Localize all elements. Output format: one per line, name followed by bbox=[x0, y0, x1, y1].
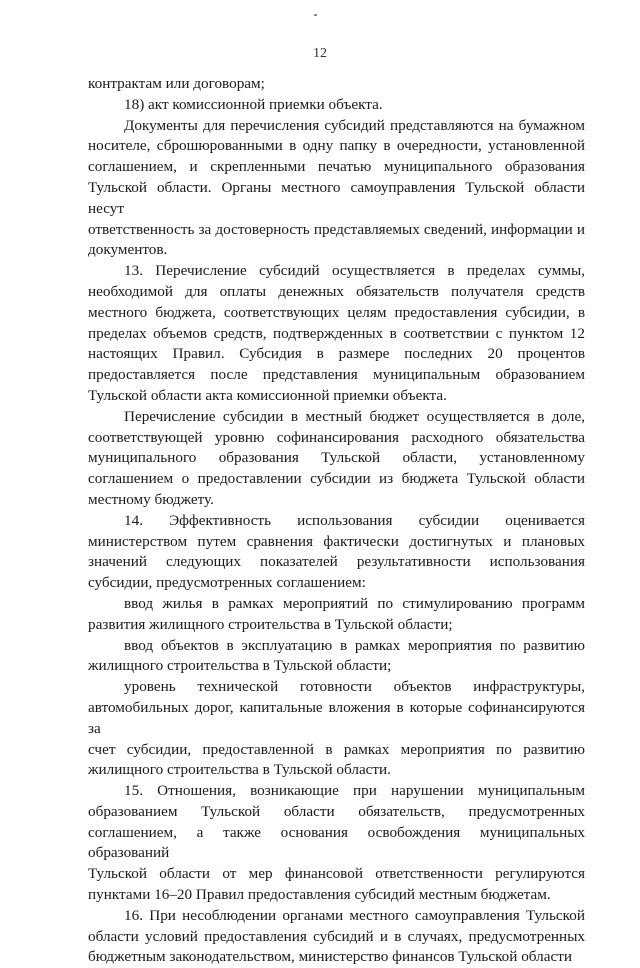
text-line: контрактам или договорам; bbox=[88, 75, 265, 92]
text-line: развития жилищного строительства в Тульской области; bbox=[88, 615, 453, 633]
text-line: Перечисление субсидии в местный бюджет осуществляется в доле, bbox=[124, 407, 585, 425]
text-line: жилищного строительства в Тульской области. bbox=[88, 761, 391, 779]
text-line: настоящих Правил. Субсидия в размере последних 20 процентов bbox=[88, 345, 585, 363]
text-line: Документы для перечисления субсидий представляются на бумажном bbox=[124, 116, 585, 134]
text-line: области условий предоставления субсидий и в случаях, предусмотренных bbox=[88, 927, 585, 945]
text-line: 15. Отношения, возникающие при нарушении муниципальным bbox=[124, 782, 585, 800]
text-line: ответственность за достоверность представляемых сведений, информации и bbox=[88, 220, 585, 238]
text-line: субсидии, предусмотренных соглашением: bbox=[88, 574, 366, 592]
text-line: Тульской области от мер финансовой ответственности регулируются bbox=[88, 865, 585, 883]
text-line: значений следующих показателей результативности использования bbox=[88, 553, 585, 571]
text-line: 14. Эффективность использования субсидии оценивается bbox=[124, 511, 585, 529]
text-line: местного бюджета, соответствующих целям предоставления субсидии, в bbox=[88, 303, 585, 321]
scan-speck bbox=[314, 14, 317, 16]
text-line: соглашением, а также основания освобождения муниципальных образований bbox=[88, 823, 585, 862]
text-line: документов. bbox=[88, 241, 168, 259]
text-line: пределах объемов средств, подтвержденных в соответствии с пунктом 12 bbox=[88, 324, 585, 342]
text-line: муниципального образования Тульской области, установленному bbox=[88, 449, 585, 467]
text-line: предоставляется после представления муниципальным образованием bbox=[88, 366, 585, 384]
text-line: министерством путем сравнения фактически достигнутых и плановых bbox=[88, 532, 585, 550]
text-line: носителе, сброшюрованными в одну папку в очередности, установленной bbox=[88, 137, 585, 155]
page-number: 12 bbox=[313, 46, 327, 61]
text-line: бюджетным законодательством, министерство финансов Тульской области bbox=[88, 948, 572, 966]
text-line: соглашением о предоставлении субсидии из бюджета Тульской области bbox=[88, 470, 585, 488]
text-line: необходимой для оплаты денежных обязательств получателя средств bbox=[88, 282, 585, 300]
text-line: Тульской области акта комиссионной приемки объекта. bbox=[88, 386, 447, 404]
text-line: соответствующей уровню софинансирования расходного обязательства bbox=[88, 428, 585, 446]
text-line: уровень технической готовности объектов инфраструктуры, bbox=[124, 678, 585, 696]
document-body bbox=[88, 74, 585, 968]
text-line: ввод объектов в эксплуатацию в рамках мероприятия по развитию bbox=[124, 636, 585, 654]
text-line: Тульской области. Органы местного самоуправления Тульской области несут bbox=[88, 178, 585, 217]
text-line: жилищного строительства в Тульской области; bbox=[88, 657, 392, 675]
text-line: 18) акт комиссионной приемки объекта. bbox=[124, 95, 383, 113]
text-line: ввод жилья в рамках мероприятий по стимулированию программ bbox=[124, 594, 585, 612]
text-line: автомобильных дорог, капитальные вложения в которые софинансируются за bbox=[88, 698, 585, 737]
text-line: пунктами 16–20 Правил предоставления субсидий местным бюджетам. bbox=[88, 886, 551, 904]
text-line: местному бюджету. bbox=[88, 490, 214, 508]
text-line: соглашением, и скрепленными печатью муниципального образования bbox=[88, 158, 585, 176]
text-line: счет субсидии, предоставленной в рамках мероприятия по развитию bbox=[88, 740, 585, 758]
text-line: 13. Перечисление субсидий осуществляется в пределах суммы, bbox=[124, 262, 585, 280]
text-line: образованием Тульской области обязательств, предусмотренных bbox=[88, 802, 585, 820]
text-line: 16. При несоблюдении органами местного самоуправления Тульской bbox=[124, 906, 585, 924]
